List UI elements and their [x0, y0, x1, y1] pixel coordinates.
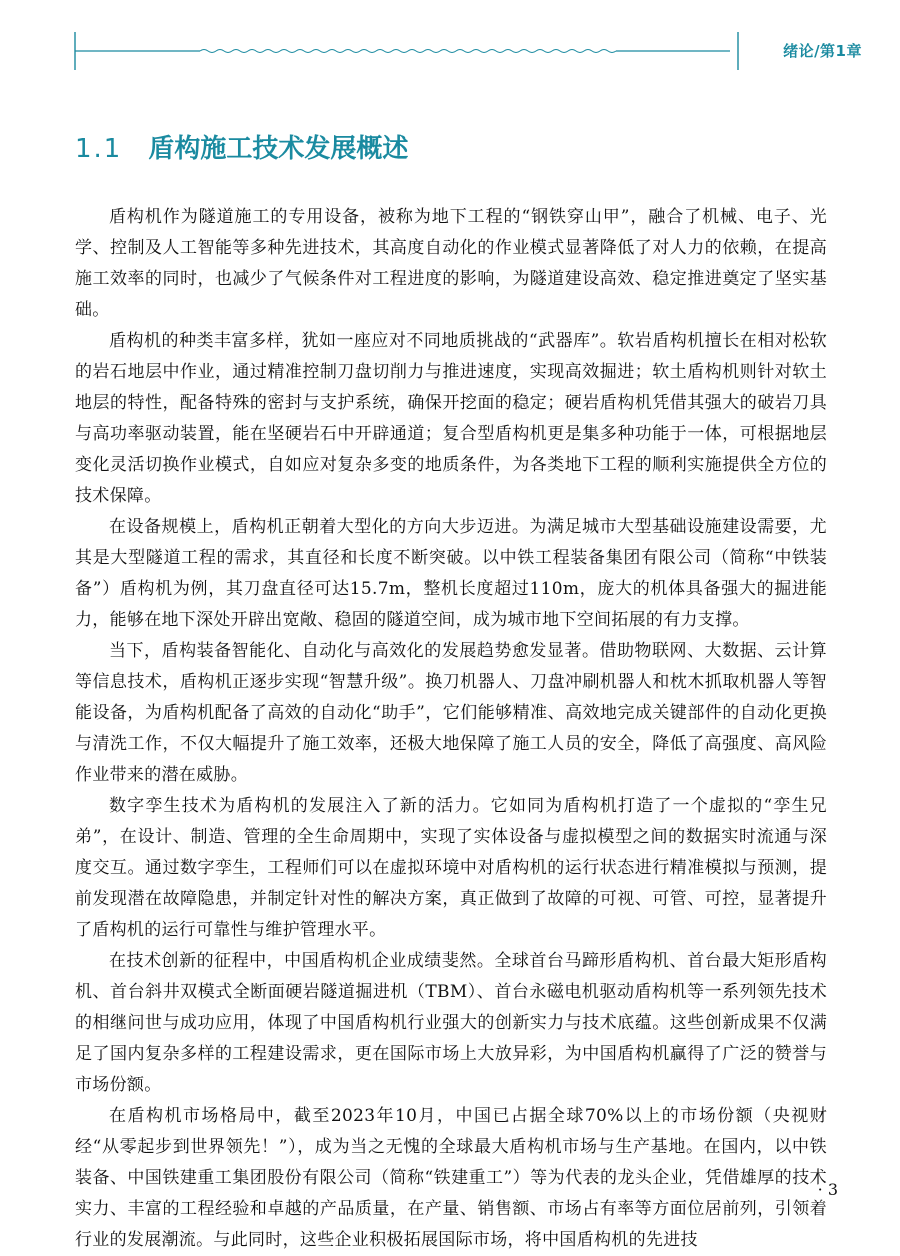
section-heading: [75, 128, 408, 165]
paragraph: 盾构机作为隧道施工的专用设备，被称为地下工程的“钢铁穿山甲”，融合了机械、电子、光学、控制及人工智能等多种先进技术，其高度自动化的作业模式显著降低了对人力的依赖，在提高施工效率的同时，也减少了气候条件对工程进度的影响，为隧道建设高效、稳定推进奠定了坚实基础。: [75, 207, 827, 320]
paragraph: 数字孪生技术为盾构机的发展注入了新的活力。它如同为盾构机打造了一个虚拟的“孪生兄弟”，在设计、制造、管理的全生命周期中，实现了实体设备与虚拟模型之间的数据实时流通与深度交互。通过数字孪生，工程师们可以在虚拟环境中对盾构机的运行状态进行精准模拟与预测，提前发现潜在故障隐患，并制定针对性的解决方案，真正做到了故障的可视、可管、可控，显著提升了盾构机的运行可靠性与维护管理水平。: [75, 796, 827, 940]
paragraph: 在盾构机市场格局中，截至2023年10月，中国已占据全球70%以上的市场份额（央视财经“从零起步到世界领先！”），成为当之无愧的全球最大盾构机市场与生产基地。在国内，以中铁装备、中国铁建重工集团股份有限公司（简称“铁建重工”）等为代表的龙头企业，凭借雄厚的技术实力、丰富的工程经验和卓越的产品质量，在产量、销售额、市场占有率等方面位居前列，引领着行业的发展潮流。与此同时，这些企业积极拓展国际市场，将中国盾构机的先进技: [75, 1106, 827, 1250]
running-header: [0, 28, 900, 80]
chapter-label: 绪论/第1章: [783, 42, 862, 60]
paragraph: 在设备规模上，盾构机正朝着大型化的方向大步迈进。为满足城市大型基础设施建设需要，尤其是大型隧道工程的需求，其直径和长度不断突破。以中铁工程装备集团有限公司（简称“中铁装备”）盾构机为例，其刀盘直径可达15.7m，整机长度超过110m，庞大的机体具备强大的掘进能力，能够在地下深处开辟出宽敞、稳固的隧道空间，成为城市地下空间拓展的有力支撑。: [75, 517, 827, 630]
section-title: 盾构施工技术发展概述: [148, 134, 409, 164]
body-text: [75, 202, 827, 1256]
section-number: 1.1: [75, 134, 123, 164]
header-rule: [0, 28, 900, 80]
paragraph: 盾构机的种类丰富多样，犹如一座应对不同地质挑战的“武器库”。软岩盾构机擅长在相对松软的岩石地层中作业，通过精准控制刀盘切削力与推进速度，实现高效掘进；软土盾构机则针对软土地层的特性，配备特殊的密封与支护系统，确保开挖面的稳定；硬岩盾构机凭借其强大的破岩刀具与高功率驱动装置，能在坚硬岩石中开辟通道；复合型盾构机更是集多种功能于一体，可根据地层变化灵活切换作业模式，自如应对复杂多变的地质条件，为各类地下工程的顺利实施提供全方位的技术保障。: [75, 331, 827, 506]
paragraph: 当下，盾构装备智能化、自动化与高效化的发展趋势愈发显著。借助物联网、大数据、云计算等信息技术，盾构机正逐步实现“智慧升级”。换刀机器人、刀盘冲刷机器人和枕木抓取机器人等智能设备，为盾构机配备了高效的自动化“助手”，它们能够精准、高效地完成关键部件的自动化更换与清洗工作，不仅大幅提升了施工效率，还极大地保障了施工人员的安全，降低了高强度、高风险作业带来的潜在威胁。: [75, 641, 827, 785]
page-number: · 3: [817, 1180, 838, 1199]
paragraph: 在技术创新的征程中，中国盾构机企业成绩斐然。全球首台马蹄形盾构机、首台最大矩形盾构机、首台斜井双模式全断面硬岩隧道掘进机（TBM）、首台永磁电机驱动盾构机等一系列领先技术的相继问世与成功应用，体现了中国盾构机行业强大的创新实力与技术底蕴。这些创新成果不仅满足了国内复杂多样的工程建设需求，更在国际市场上大放异彩，为中国盾构机赢得了广泛的赞誉与市场份额。: [75, 951, 827, 1095]
